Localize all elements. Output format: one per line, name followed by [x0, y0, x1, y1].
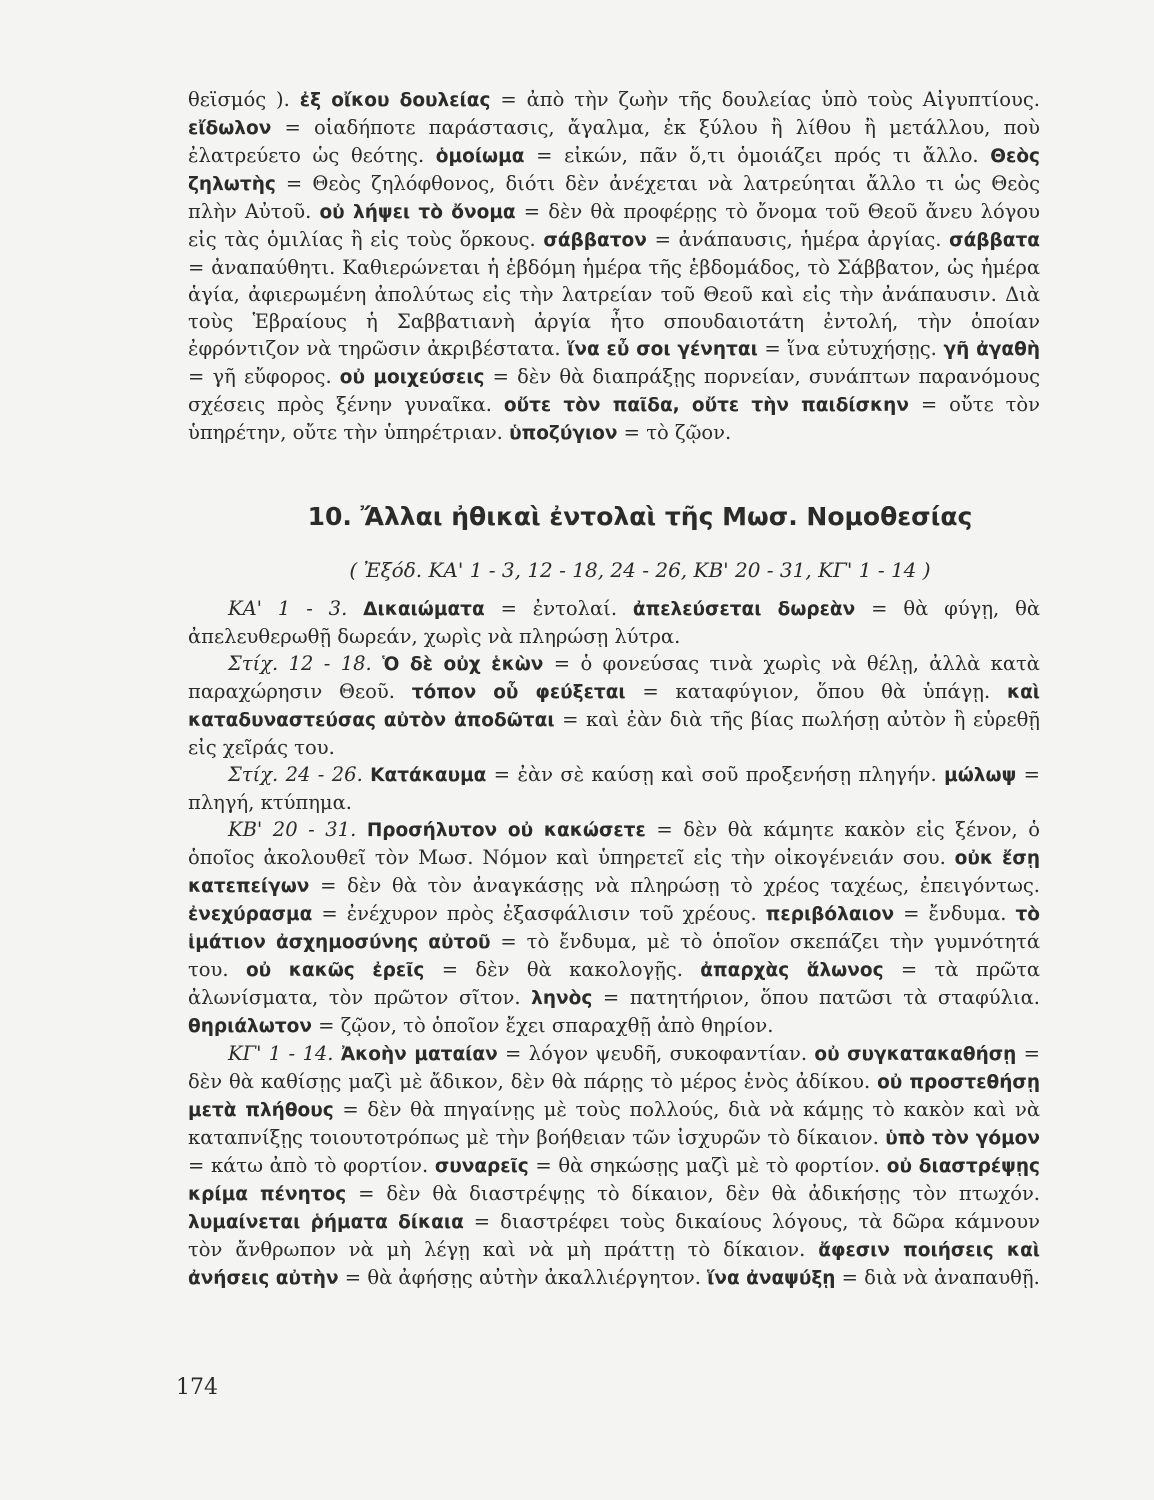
glossary-term: ἵνα ἀναψύξῃ: [707, 1268, 836, 1289]
glossary-term: συναρεῖς: [434, 1156, 529, 1177]
glossary-definition: = καταφύγιον, ὅπου θὰ ὑπάγῃ.: [625, 680, 1007, 703]
glossary-term: εἴδωλον: [188, 118, 272, 139]
glossary-term: ληνὸς: [531, 988, 593, 1009]
glossary-definition: = ἵνα εὐτυχήσῃς.: [757, 337, 944, 360]
glossary-term: Ὁ δὲ οὐχ ἑκὼν: [382, 654, 544, 675]
glossary-definition: = λόγον ψευδῆ, συκοφαντίαν.: [497, 1042, 815, 1065]
glossary-definition: = ἀνάπαυσις, ἡμέρα ἀργίας.: [646, 228, 950, 251]
glossary-term: Δικαιώματα: [363, 599, 485, 620]
glossary-term: οὐκ ἔσῃ κατεπείγων: [188, 848, 1040, 897]
glossary-term: γῆ ἀγαθὴ: [943, 339, 1040, 360]
verse-reference: Στίχ. 24 - 26.: [228, 763, 371, 786]
glossary-term: καὶ καταδυναστεύσας αὐτὸν ἀποδῶται: [188, 682, 1040, 731]
glossary-definition: = δὲν θὰ διαπράξῃς πορνείαν, συνάπτων παρανόμους σχέσεις πρὸς ξένην γυναῖκα.: [188, 365, 1040, 416]
verse-reference: ΚΑ' 1 - 3.: [228, 597, 364, 620]
glossary-term: σάββατα: [949, 230, 1040, 251]
verse-paragraph: [188, 650, 1040, 761]
glossary-term: μώλωψ: [944, 765, 1017, 786]
glossary-definition: = πατητήριον, ὅπου πατῶσι τὰ σταφύλια.: [592, 986, 1040, 1009]
verse-paragraph: [188, 595, 1040, 650]
glossary-definition: = οὔτε τὸν ὑπηρέτην, οὔτε τὴν ὑπηρέτριαν.: [188, 393, 1040, 444]
glossary-term: περιβόλαιον: [765, 904, 895, 925]
glossary-term: οὐ συγκατακαθήσῃ: [814, 1044, 1017, 1065]
verse-paragraph: [188, 816, 1040, 1040]
verse-reference: Στίχ. 12 - 18.: [228, 652, 383, 675]
glossary-term: λυμαίνεται ῥήματα δίκαια: [188, 1212, 464, 1233]
glossary-term: οὐ λήψει τὸ ὄνομα: [319, 202, 516, 223]
glossary-definition: = πληγή, κτύπημα.: [188, 763, 1040, 814]
glossary-definition: = Θεὸς ζηλόφθονος, διότι δὲν ἀνέχεται νὰ λατρεύηται ἄλλο τι ὡς Θεὸς πλὴν Αὐτοῦ.: [188, 172, 1040, 223]
glossary-definition: = θὰ ἀφήσῃς αὐτὴν ἀκαλλιέργητον.: [338, 1266, 708, 1289]
glossary-term: ἐξ οἴκου δουλείας: [299, 90, 491, 111]
glossary-term: ἀπελεύσεται δωρεὰν: [632, 599, 856, 620]
glossary-definition: = ἐνέχυρον πρὸς ἐξασφάλισιν τοῦ χρέους.: [312, 902, 766, 925]
glossary-term: ἐνεχύρασμα: [188, 904, 313, 925]
glossary-definition: = ἀναπαύθητι. Καθιερώνεται ἡ ἑβδόμη ἡμέρα τῆς ἑβδομάδος, τὸ Σάββατον, ὡς ἡμέρα ἁγία, ἀφιερωμένη ἀπολύτως εἰς τὴν λατρείαν τοῦ Θεοῦ καὶ εἰς τὴν ἀνάπαυσιν. Διὰ τοὺς Ἑβραίους ἡ Σαββατιανὴ ἀργία ἦτο σπουδαιοτάτη ἐντολή, τὴν ὁποίαν ἐφρόντιζον νὰ τηρῶσιν ἀκριβέστατα.: [188, 256, 1040, 360]
glossary-term: σάββατον: [543, 230, 647, 251]
glossary-term: Ἀκοὴν ματαίαν: [340, 1044, 498, 1065]
glossary-definition: = ὁ φονεύσας τινὰ χωρὶς νὰ θέλῃ, ἀλλὰ κατὰ παραχώρησιν Θεοῦ.: [188, 652, 1040, 703]
glossary-term: ὑποζύγιον: [509, 423, 618, 444]
glossary-definition: = διὰ νὰ ἀναπαυθῇ.: [835, 1266, 1040, 1289]
verse-reference: ΚΒ' 20 - 31.: [228, 818, 367, 841]
glossary-definition: = ζῷον, τὸ ὁποῖον ἔχει σπαραχθῇ ἀπὸ θηρίον.: [311, 1014, 774, 1037]
glossary-term: Προσήλυτον οὐ κακώσετε: [366, 820, 646, 841]
glossary-definition: = δὲν θὰ πηγαίνῃς μὲ τοὺς πολλούς, διὰ νὰ κάμῃς τὸ κακὸν καὶ νὰ καταπνίξῃς τοιουτοτρόπως μὲ τὴν βοήθειαν τῶν ἰσχυρῶν τὸ δίκαιον.: [188, 1098, 1040, 1149]
glossary-term: οὐ κακῶς ἐρεῖς: [245, 960, 425, 981]
glossary-definition: = δὲν θὰ προφέρῃς τὸ ὄνομα τοῦ Θεοῦ ἄνευ λόγου εἰς τὰς ὁμιλίας ἢ εἰς τοὺς ὅρκους.: [188, 200, 1040, 251]
glossary-definition: = ἐὰν σὲ καύσῃ καὶ σοῦ προξενήσῃ πληγήν.: [486, 763, 945, 786]
glossary-term: τὸ ἱμάτιον ἀσχημοσύνης αὐτοῦ: [188, 904, 1041, 953]
glossary-term: Κατάκαυμα: [370, 765, 487, 786]
section-heading: 10. Ἄλλαι ἠθικαὶ ἐντολαὶ τῆς Μωσ. Νομοθεσίας: [307, 502, 973, 531]
glossary-definition: = θὰ φύγῃ, θὰ ἀπελευθερωθῇ δωρεάν, χωρὶς νὰ πληρώσῃ λύτρα.: [188, 597, 1040, 648]
glossary-definition: = τὸ ζῷον.: [617, 421, 732, 444]
glossary-term: ἄφεσιν ποιήσεις καὶ ἀνήσεις αὐτὴν: [188, 1240, 1040, 1289]
glossary-term: οὔτε τὸν παῖδα, οὔτε τὴν παιδίσκην: [503, 395, 909, 416]
verse-paragraph: [188, 1040, 1040, 1292]
glossary-definition: = θὰ σηκώσῃς μαζὶ μὲ τὸ φορτίον.: [528, 1154, 887, 1177]
glossary-definition: = διαστρέφει τοὺς δικαίους λόγους, τὰ δῶρα κάμνουν τὸν ἄνθρωπον νὰ μὴ λέγῃ καὶ νὰ μὴ πράττῃ τὸ δίκαιον.: [188, 1210, 1041, 1261]
glossary-definition: = δὲν θὰ κάμητε κακὸν εἰς ξένον, ὁ ὁποῖος ἀκολουθεῖ τὸν Μωσ. Νόμον καὶ ὑπηρετεῖ εἰς τὴν οἰκογένειάν σου.: [188, 818, 1041, 869]
glossary-definition: = τὰ πρῶτα ἀλωνίσματα, τὸν πρῶτον σῖτον.: [188, 958, 1041, 1009]
glossary-term: ὑπὸ τὸν γόμον: [885, 1128, 1040, 1149]
glossary-definition: = εἰκών, πᾶν ὅ,τι ὁμοιάζει πρός τι ἄλλο.: [524, 144, 991, 167]
glossary-term: θηριάλωτον: [188, 1016, 312, 1037]
glossary-definition: = γῆ εὔφορος.: [188, 365, 340, 388]
glossary-term: Θεὸς ζηλωτὴς: [188, 146, 1040, 195]
glossary-definition: = δὲν θὰ διαστρέψῃς τὸ δίκαιον, δὲν θὰ ἀδικήσῃς τὸν πτωχόν.: [346, 1182, 1040, 1205]
page-number: 174: [176, 1375, 218, 1400]
glossary-term: τόπον οὗ φεύξεται: [411, 682, 626, 703]
glossary-term: ὁμοίωμα: [435, 146, 525, 167]
glossary-definition: = κάτω ἀπὸ τὸ φορτίον.: [188, 1154, 435, 1177]
paragraph: [188, 86, 1040, 447]
glossary-term: ἵνα εὖ σοι γένηται: [567, 339, 758, 360]
glossary-definition: = ἔνδυμα.: [894, 902, 1016, 925]
glossary-definition: θεϊσμός ).: [188, 88, 300, 111]
glossary-definition: = οἱαδήποτε παράστασις, ἄγαλμα, ἐκ ξύλου ἢ λίθου ἢ μετάλλου, ποὺ ἐλατρεύετο ὡς θεότης.: [188, 116, 1040, 167]
glossary-definition: = δὲν θὰ τὸν ἀναγκάσῃς νὰ πληρώσῃ τὸ χρέος ταχέως, ἐπειγόντως.: [309, 874, 1040, 897]
glossary-term: οὐ μοιχεύσεις: [339, 367, 485, 388]
glossary-definition: = ἐντολαί.: [484, 597, 633, 620]
glossary-definition: = τὸ ἔνδυμα, μὲ τὸ ὁποῖον σκεπάζει τὴν γυμνότητά του.: [188, 930, 1040, 981]
glossary-block-verses: [188, 595, 1040, 1292]
glossary-term: οὐ διαστρέψῃς κρίμα πένητος: [188, 1156, 1041, 1205]
section-subheading: ( Ἐξόδ. ΚΑ' 1 - 3, 12 - 18, 24 - 26, ΚΒ' 20 - 31, ΚΓ' 1 - 14 ): [349, 558, 931, 582]
glossary-definition: = καὶ ἐὰν διὰ τῆς βίας πωλήσῃ αὐτὸν ἢ εὑρεθῇ εἰς χεῖράς του.: [188, 708, 1040, 759]
verse-reference: ΚΓ' 1 - 14.: [228, 1042, 341, 1065]
verse-paragraph: [188, 761, 1040, 816]
glossary-definition: = δὲν θὰ κακολογῇς.: [424, 958, 701, 981]
glossary-term: οὐ προστεθήσῃ μετὰ πλήθους: [188, 1072, 1040, 1121]
glossary-term: ἀπαρχὰς ἅλωνος: [700, 960, 884, 981]
glossary-block-intro: [188, 86, 1040, 447]
glossary-definition: = δὲν θὰ καθίσῃς μαζὶ μὲ ἄδικον, δὲν θὰ πάρῃς τὸ μέρος ἑνὸς ἀδίκου.: [188, 1042, 1041, 1093]
glossary-definition: = ἀπὸ τὴν ζωὴν τῆς δουλείας ὑπὸ τοὺς Αἰγυπτίους.: [490, 88, 1040, 111]
